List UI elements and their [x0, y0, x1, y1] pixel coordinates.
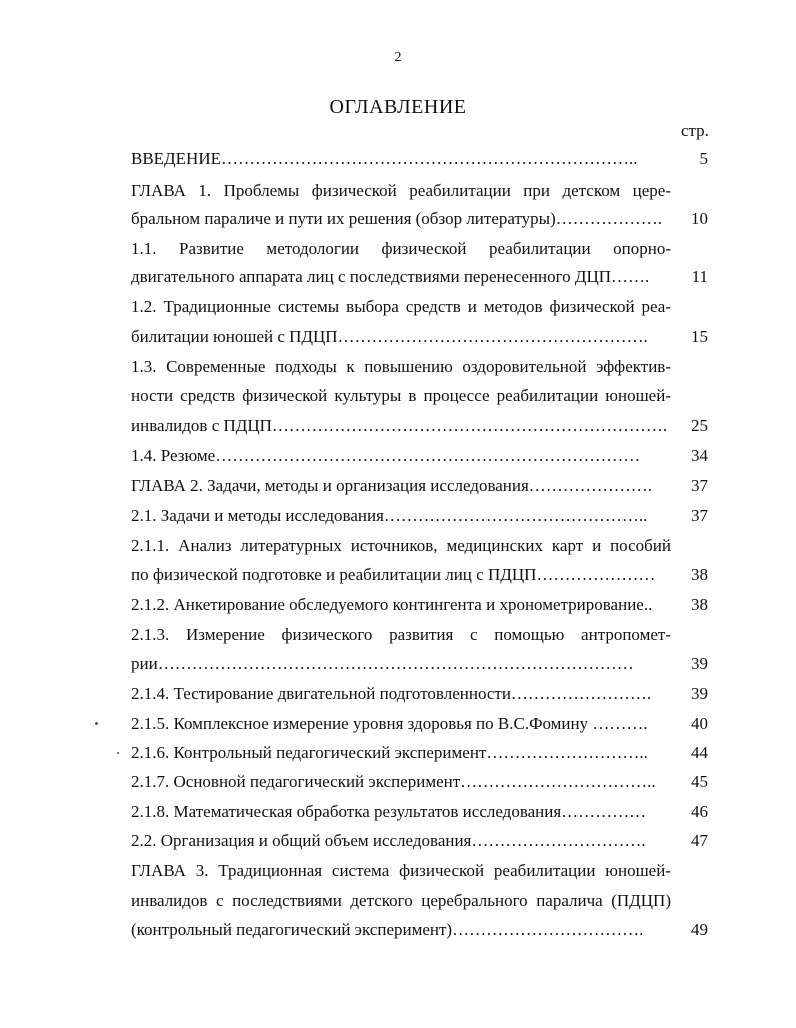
toc-entry-8-line-1: 2.1.1. Анализ литературных источников, медицинских карт и пособий [131, 536, 671, 555]
toc-entry-6-text: ГЛАВА 2. Задачи, методы и организация исследования…………………. [131, 476, 653, 495]
page-title: ОГЛАВЛЕНИЕ [329, 96, 467, 118]
toc-entry-8-line-2: по физической подготовке и реабилитации лиц с ПДЦП………………… [131, 565, 656, 584]
toc-entry-17-page: 49 [691, 920, 708, 939]
toc-entry-8-page: 38 [691, 565, 708, 584]
toc-entry-3-line-2: билитации юношей с ПДЦП………………………………………………. [131, 327, 648, 346]
toc-entry-1-line-1: ГЛАВА 1. Проблемы физической реабилитации при детском цере- [131, 181, 671, 200]
toc-entry-17-line-3: (контрольный педагогический эксперимент)……………………………. [131, 920, 644, 939]
toc-entry-12-text: 2.1.5. Комплексное измерение уровня здоровья по В.С.Фомину ………. [131, 714, 648, 733]
toc-entry-9-text: 2.1.2. Анкетирование обследуемого контингента и хронометрирование.. [131, 595, 653, 614]
toc-entry-4-page: 25 [691, 416, 708, 435]
toc-entry-2-page: 11 [691, 267, 708, 286]
toc-entry-5-page: 34 [691, 446, 708, 465]
toc-entry-1-page: 10 [691, 209, 708, 228]
toc-entry-2-line-2: двигательного аппарата лиц с последствиями перенесенного ДЦП……. [131, 267, 650, 286]
toc-entry-17-line-1: ГЛАВА 3. Традиционная система физической реабилитации юношей- [131, 861, 671, 880]
toc-entry-7-page: 37 [691, 506, 708, 525]
toc-entry-4-line-2: ности средств физической культуры в процессе реабилитации юношей- [131, 386, 671, 405]
toc-entry-11-text: 2.1.4. Тестирование двигательной подготовленности……………………. [131, 684, 652, 703]
toc-entry-0-text: ВВЕДЕНИЕ……………………………………………………………….. [131, 149, 638, 168]
toc-entry-12-page: 40 [691, 714, 708, 733]
toc-entry-17-line-2: инвалидов с последствиями детского церебрального паралича (ПДЦП) [131, 891, 671, 910]
toc-entry-14-page: 45 [691, 772, 708, 791]
toc-entry-4-line-3: инвалидов с ПДЦП……………………………………………………………. [131, 416, 668, 435]
toc-entry-11-page: 39 [691, 684, 708, 703]
toc-entry-10-line-2: рии………………………………………………………………………… [131, 654, 634, 673]
toc-entry-14-text: 2.1.7. Основной педагогический эксперимент…………………………….. [131, 772, 656, 791]
toc-entry-16-page: 47 [691, 831, 708, 850]
toc-entry-9-page: 38 [691, 595, 708, 614]
toc-entry-4-line-1: 1.3. Современные подходы к повышению оздоровительной эффектив- [131, 357, 671, 376]
toc-entry-13-page: 44 [691, 743, 708, 762]
toc-entry-2-line-1: 1.1. Развитие методологии физической реабилитации опорно- [131, 239, 671, 258]
toc-entry-16-text: 2.2. Организация и общий объем исследования…………………………. [131, 831, 646, 850]
toc-entry-3-line-1: 1.2. Традиционные системы выбора средств и методов физической реа- [131, 297, 671, 316]
toc-entry-1-line-2: бральном параличе и пути их решения (обзор литературы)………………. [131, 209, 663, 228]
toc-entry-6-page: 37 [691, 476, 708, 495]
toc-entry-15-text: 2.1.8. Математическая обработка результатов исследования…………… [131, 802, 647, 821]
page-column-label: стр. [681, 121, 709, 140]
toc-entry-7-text: 2.1. Задачи и методы исследования……………………………………….. [131, 506, 648, 525]
toc-entry-5-text: 1.4. Резюме………………………………………………………………… [131, 446, 641, 465]
toc-entry-3-page: 15 [691, 327, 708, 346]
toc-entry-10-page: 39 [691, 654, 708, 673]
scan-speck [95, 722, 98, 725]
scan-speck [117, 752, 119, 754]
toc-entry-13-text: 2.1.6. Контрольный педагогический эксперимент……………………….. [131, 743, 648, 762]
toc-entry-15-page: 46 [691, 802, 708, 821]
toc-entry-0-page: 5 [699, 149, 708, 168]
page-number: 2 [394, 50, 402, 65]
toc-entry-10-line-1: 2.1.3. Измерение физического развития с помощью антропомет- [131, 625, 671, 644]
